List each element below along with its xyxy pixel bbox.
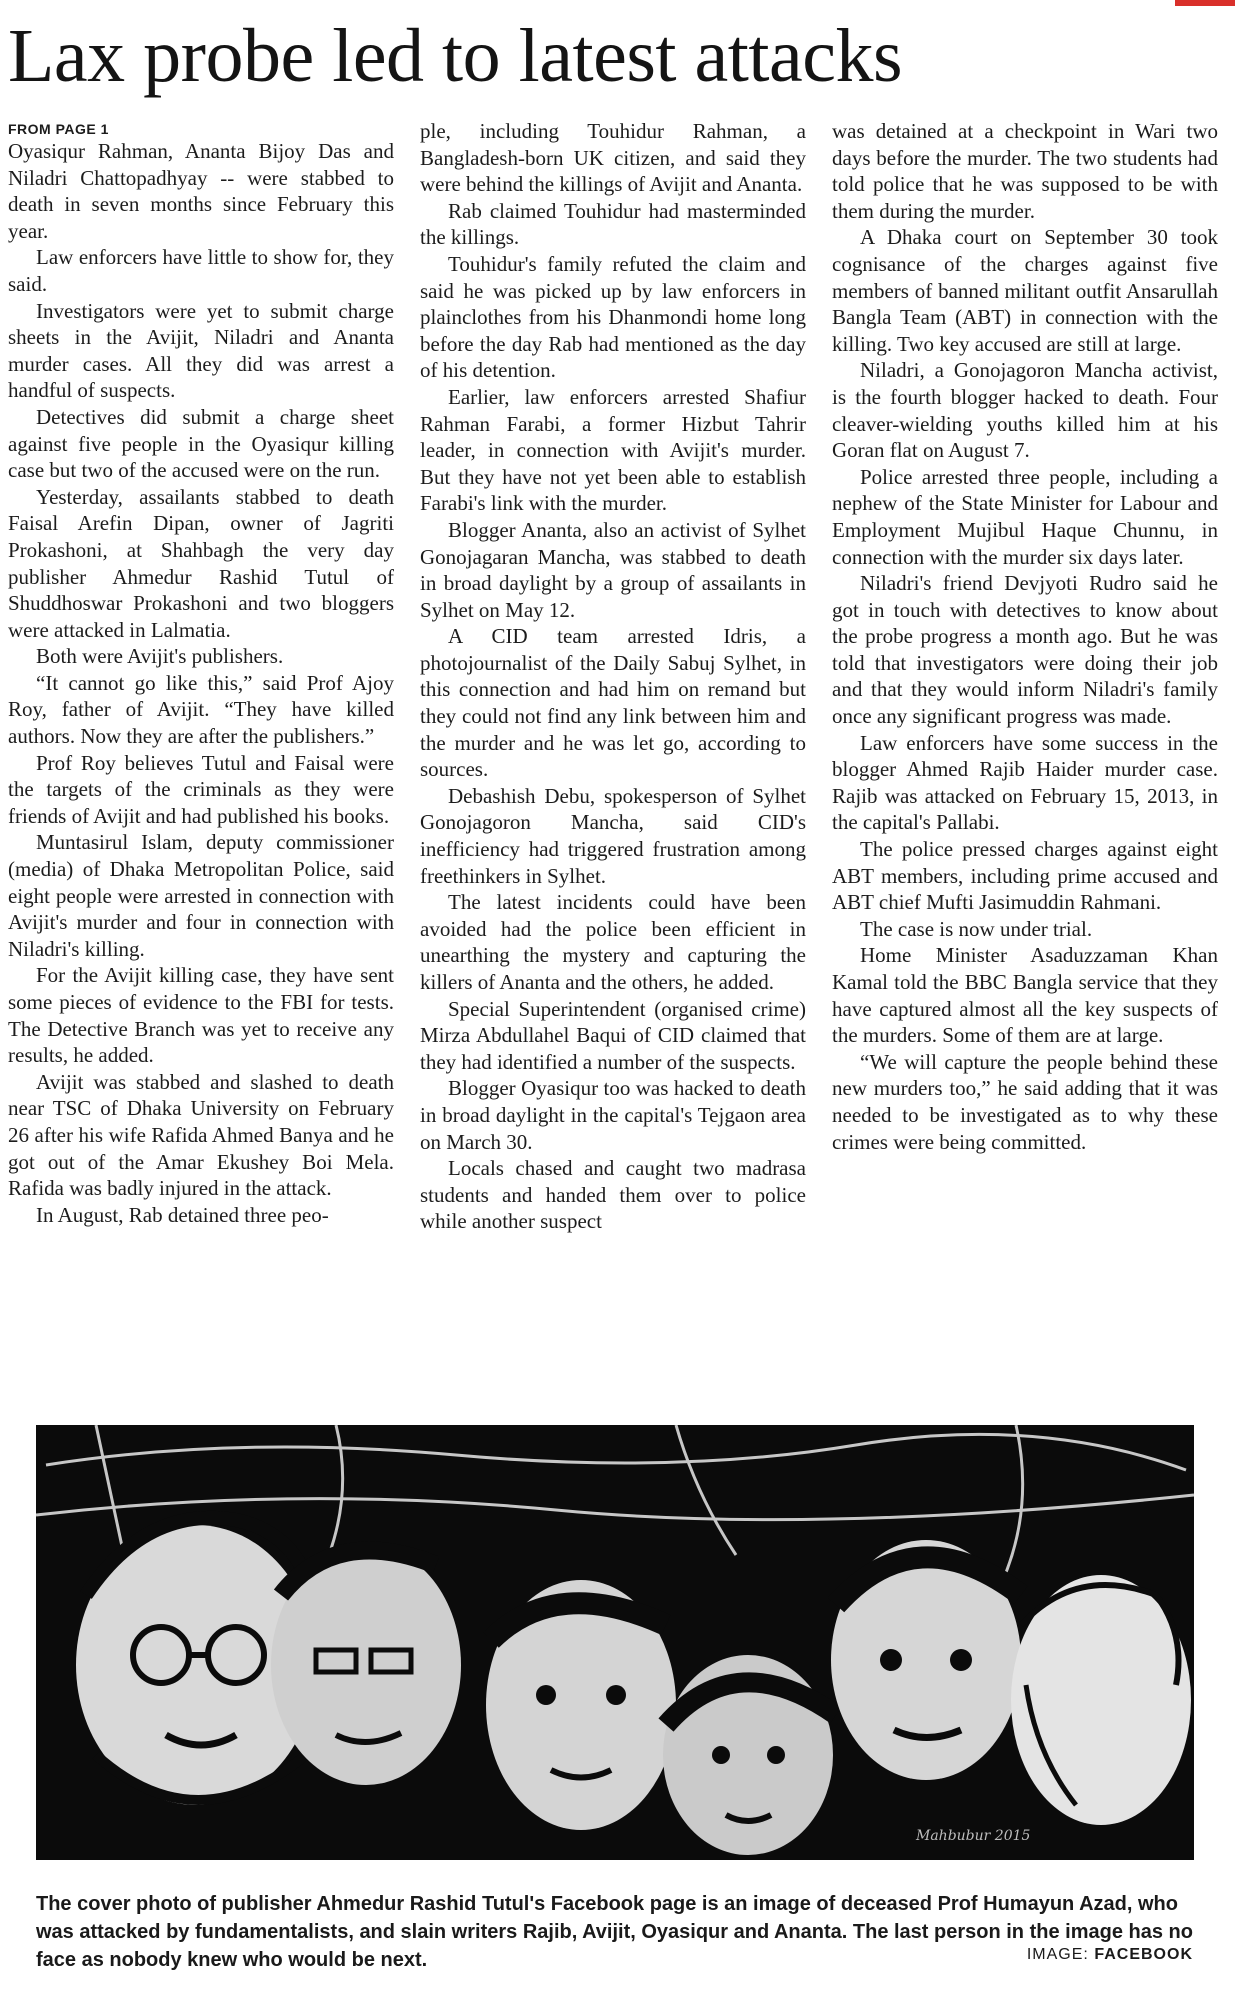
paragraph: A Dhaka court on September 30 took cognisance of the charges against five members of banned militant outfit Ansarullah Bangla Team (ABT) in connection with the killing. Two key accused are still at large.: [832, 225, 1218, 356]
paragraph: Home Minister Asaduzzaman Khan Kamal told the BBC Bangla service that they have captured almost all the key suspects of the murders. Some of them are at large.: [832, 943, 1218, 1048]
paragraph: Prof Roy believes Tutul and Faisal were the targets of the criminals as they were friends of Avijit and had published his books.: [8, 750, 394, 828]
paragraph: For the Avijit killing case, they have sent some pieces of evidence to the FBI for tests. The Detective Branch was yet to receive any results, he added.: [8, 963, 394, 1068]
paragraph: A CID team arrested Idris, a photojournalist of the Daily Sabuj Sylhet, in this connection and had him on remand but they could not find any link between him and the murder and he was let go, according to sources.: [420, 624, 806, 782]
paragraph: Law enforcers have some success in the blogger Ahmed Rajib Haider murder case. Rajib was attacked on February 15, 2013, in the capital's Pallabi.: [832, 730, 1218, 835]
paragraph: Detectives did submit a charge sheet against five people in the Oyasiqur killing case but two of the accused were on the run.: [8, 404, 394, 483]
article-column-2: [420, 118, 806, 1408]
paragraph: Locals chased and caught two madrasa students and handed them over to police while another suspect: [420, 1156, 806, 1234]
paragraph: The police pressed charges against eight ABT members, including prime accused and ABT chief Mufti Jasimuddin Rahmani.: [832, 837, 1218, 915]
image-credit-label: IMAGE:: [1026, 1946, 1089, 1963]
paragraph: Special Superintendent (organised crime) Mirza Abdullahel Baqui of CID claimed that they had identified a number of the suspects.: [420, 996, 806, 1074]
section-corner-mark: [1175, 0, 1235, 6]
paragraph: Both were Avijit's publishers.: [36, 644, 284, 669]
portrait-avijit: [486, 1580, 676, 1830]
paragraph: Muntasirul Islam, deputy commissioner (media) of Dhaka Metropolitan Police, said eight people were arrested in connection with Avijit's murder and four in connection with Niladri's killing.: [8, 830, 394, 961]
paragraph: Police arrested three people, including a nephew of the State Minister for Labour and Employment Mujibul Haque Chunnu, in connection with the murder six days later.: [832, 464, 1218, 569]
paragraph: Rab claimed Touhidur had masterminded the killings.: [420, 198, 806, 250]
paragraph: Avijit was stabbed and slashed to death near TSC of Dhaka University on February 26 after his wife Rafida Ahmed Banya and he got out of the Amar Ekushey Boi Mela. Rafida was badly injured in the attack.: [8, 1069, 394, 1201]
paragraph: In August, Rab detained three peo-: [36, 1202, 329, 1227]
paragraph: Yesterday, assailants stabbed to death Faisal Arefin Dipan, owner of Jagriti Prokashoni, at Shahbagh the very day publisher Ahmedur Rashid Tutul of Shuddhoswar Prokashoni and two bloggers were attacked in Lalmatia.: [8, 484, 394, 642]
portrait-faceless: [1011, 1575, 1191, 1825]
paragraph: “We will capture the people behind these new murders too,” he said adding that it was needed to be investigated as to why these crimes were being committed.: [832, 1049, 1218, 1154]
paragraph: Earlier, law enforcers arrested Shafiur Rahman Farabi, a former Hizbut Tahrir leader, in connection with Avijit's murder. But they have not yet been able to establish Farabi's link with the murder.: [420, 384, 806, 516]
paragraph: Oyasiqur Rahman, Ananta Bijoy Das and Niladri Chattopadhyay -- were stabbed to death in seven months since February this year.: [8, 139, 394, 243]
paragraph: The case is now under trial.: [860, 916, 1093, 941]
image-credit-source: FACEBOOK: [1094, 1946, 1193, 1963]
paragraph: Law enforcers have little to show for, they said.: [8, 245, 394, 296]
paragraph: was detained at a checkpoint in Wari two days before the murder. The two students had told police that he was supposed to be with them during the murder.: [832, 119, 1218, 223]
article-column-3: [832, 118, 1218, 1408]
paragraph: “It cannot go like this,” said Prof Ajoy Roy, father of Avijit. “They have killed authors. Now they are after the publishers.”: [8, 670, 394, 749]
paragraph: Blogger Oyasiqur too was hacked to death in broad daylight in the capital's Tejgaon area on March 30.: [420, 1076, 806, 1154]
paragraph: Niladri's friend Devjyoti Rudro said he got in touch with detectives to know about the probe progress a month ago. But he was told that investigators were doing their job and that they would inform Niladri's family once any significant progress was made.: [832, 571, 1218, 729]
paragraph: ple, including Touhidur Rahman, a Bangladesh-born UK citizen, and said they were behind the killings of Avijit and Ananta.: [420, 119, 806, 197]
headline: Lax probe led to latest attacks: [8, 14, 903, 98]
from-page-label: FROM PAGE 1: [8, 121, 109, 137]
artist-signature: Mahbubur 2015: [916, 1828, 1031, 1844]
article-body: [8, 118, 1218, 1408]
paragraph: The latest incidents could have been avoided had the police been efficient in unearthing the mystery and capturing the killers of Ananta and the others, he added.: [420, 890, 806, 994]
paragraph: Touhidur's family refuted the claim and said he was picked up by law enforcers in plainclothes from his Dhanmondi home long before the day Rab had mentioned as the day of his detention.: [420, 251, 806, 383]
paragraph: Niladri, a Gonojagoron Mancha activist, is the fourth blogger hacked to death. Four cleaver-wielding youths killed him at his Goran flat on August 7.: [832, 358, 1218, 463]
portrait-ananta: [831, 1540, 1021, 1780]
image-caption: The cover photo of publisher Ahmedur Rashid Tutul's Facebook page is an image of deceased Prof Humayun Azad, who was attacked by fundamentalists, and slain writers Rajib, Avijit, Oyasiqur and Ananta. The last person in the image has no face as nobody knew who would be next.: [36, 1893, 1193, 1971]
article-column-1: [8, 118, 394, 1408]
image-credit: [1027, 1946, 1193, 1964]
paragraph: Blogger Ananta, also an activist of Sylhet Gonojagaran Mancha, was stabbed to death in broad daylight by a group of assailants in Sylhet on May 12.: [420, 517, 806, 622]
paragraph: Investigators were yet to submit charge sheets in the Avijit, Niladri and Ananta murder cases. All they did was arrest a handful of suspects.: [8, 298, 394, 403]
portrait-rajib: [271, 1545, 461, 1785]
paragraph: Debashish Debu, spokesperson of Sylhet Gonojagoron Mancha, said CID's inefficiency had triggered frustration among freethinkers in Sylhet.: [420, 783, 806, 888]
illustration-drawing: [36, 1425, 1194, 1860]
cover-illustration: [36, 1425, 1194, 1860]
